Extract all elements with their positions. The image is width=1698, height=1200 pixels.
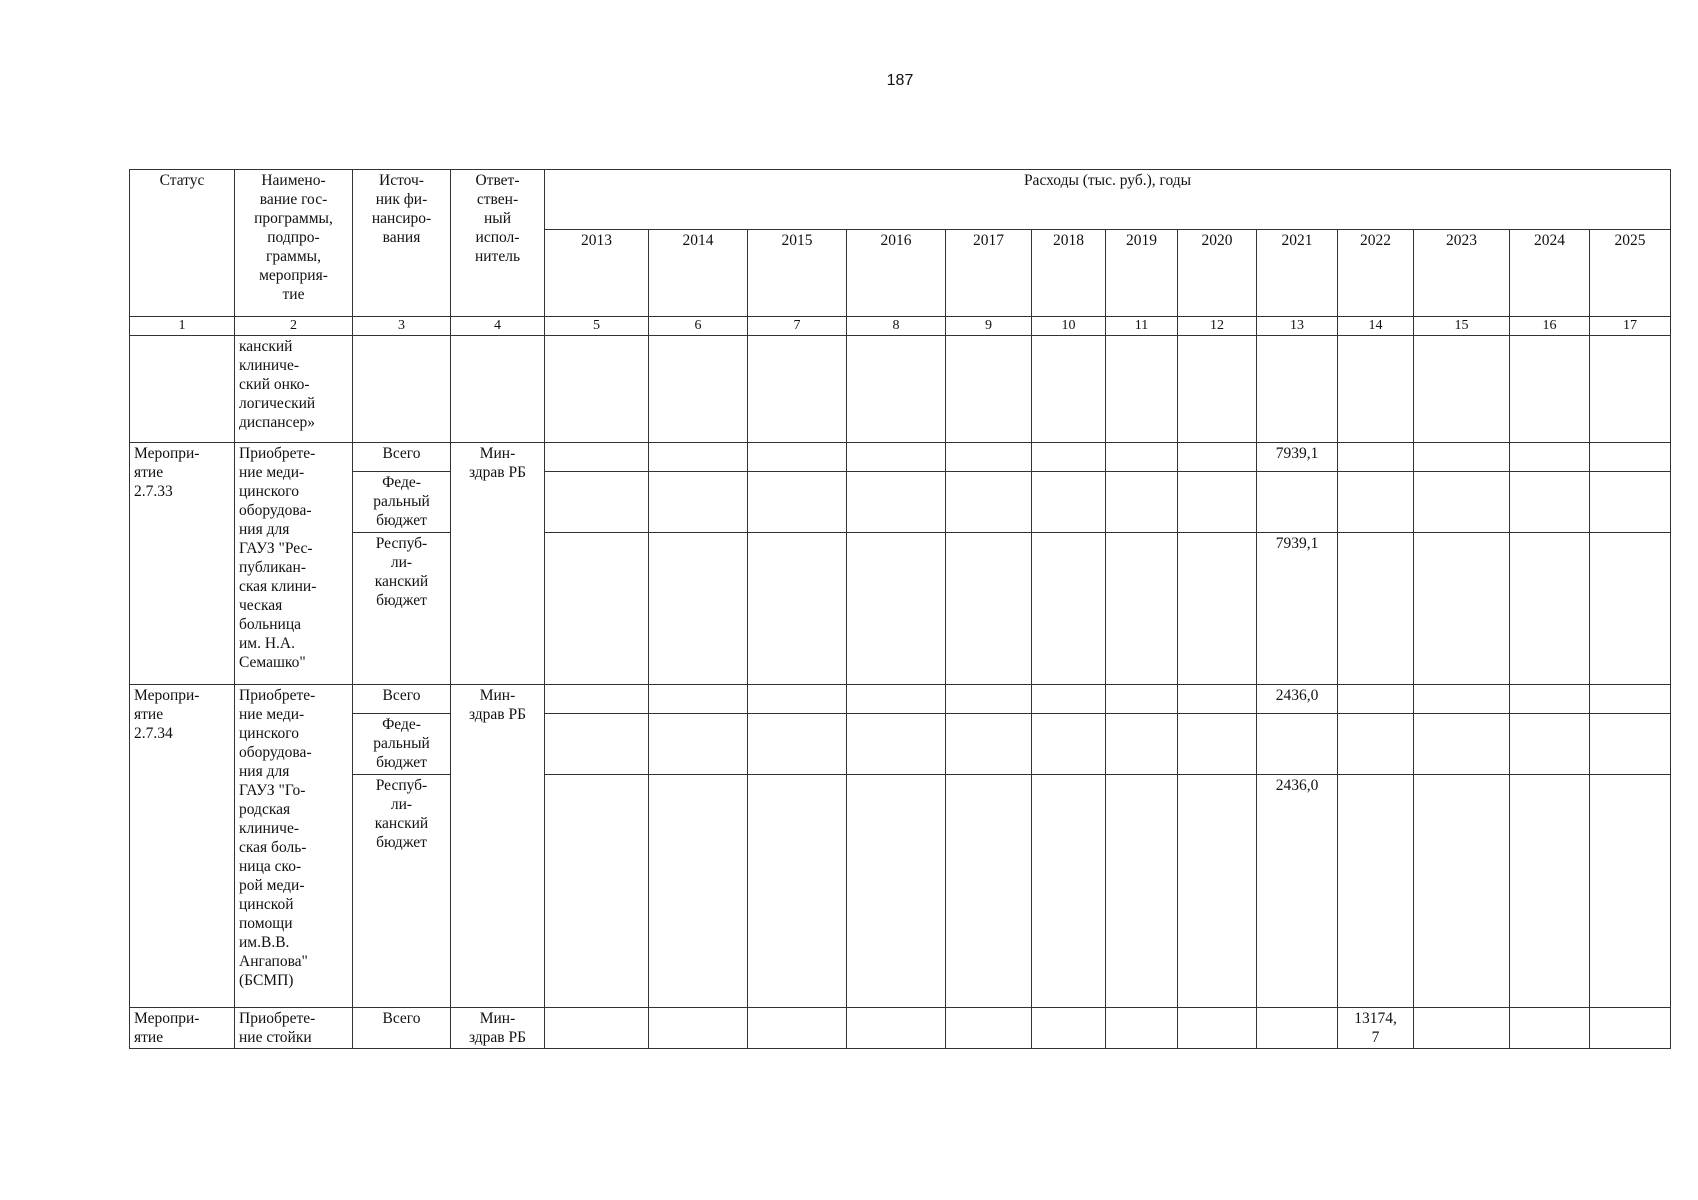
cell-value-2023 [1414, 685, 1510, 714]
cell-value-2021 [1257, 714, 1338, 775]
cell-source: Всего [353, 1008, 451, 1049]
header-name: Наимено- вание гос- программы, подпро- граммы, мероприя- тие [235, 170, 353, 317]
cell-executor [451, 336, 545, 443]
cell-value-2016 [847, 443, 946, 472]
cell-value-2017 [946, 443, 1032, 472]
column-number: 10 [1032, 317, 1106, 336]
cell-value-2014 [649, 533, 748, 685]
cell-value-2014 [649, 714, 748, 775]
cell-value-2022 [1338, 685, 1414, 714]
table-row [130, 472, 1671, 533]
cell-status [130, 336, 235, 443]
cell-value-2024 [1510, 775, 1590, 1008]
cell-value-2017 [946, 685, 1032, 714]
cell-value-2018 [1032, 472, 1106, 533]
column-number: 8 [847, 317, 946, 336]
cell-value-2017 [946, 714, 1032, 775]
column-number: 16 [1510, 317, 1590, 336]
cell-value-2022 [1338, 472, 1414, 533]
cell-value-2023 [1414, 1008, 1510, 1049]
cell-value-2014 [649, 443, 748, 472]
cell-value-2017 [946, 1008, 1032, 1049]
cell-value-2022 [1338, 775, 1414, 1008]
cell-value-2022 [1338, 533, 1414, 685]
table-row [130, 1008, 1671, 1049]
column-number: 15 [1414, 317, 1510, 336]
cell-value-2015 [748, 714, 847, 775]
cell-value-2025 [1590, 775, 1671, 1008]
cell-value-2016 [847, 533, 946, 685]
cell-value-2024 [1510, 1008, 1590, 1049]
cell-source: Респуб- ли- канский бюджет [353, 533, 451, 685]
cell-value-2016 [847, 775, 946, 1008]
cell-value-2016 [847, 1008, 946, 1049]
cell-value-2024 [1510, 472, 1590, 533]
cell-value-2019 [1106, 685, 1178, 714]
cell-value-2015 [748, 775, 847, 1008]
column-number: 5 [545, 317, 649, 336]
cell-value-2020 [1178, 775, 1257, 1008]
cell-value-2016 [847, 714, 946, 775]
cell-value-2014 [649, 775, 748, 1008]
header-year-2020: 2020 [1178, 230, 1257, 317]
cell-status: Меропри- ятие 2.7.33 [130, 443, 235, 685]
header-year-2023: 2023 [1414, 230, 1510, 317]
cell-source: Всего [353, 443, 451, 472]
cell-value-2017 [946, 533, 1032, 685]
cell-value-2023 [1414, 472, 1510, 533]
cell-source: Феде- ральный бюджет [353, 714, 451, 775]
page-number: 187 [886, 72, 914, 89]
cell-name: канский клиниче- ский онко- логический диспансер» [235, 336, 353, 443]
cell-executor: Мин- здрав РБ [451, 1008, 545, 1049]
cell-value-2021 [1257, 472, 1338, 533]
cell-source: Феде- ральный бюджет [353, 472, 451, 533]
cell-value-2025 [1590, 714, 1671, 775]
column-number: 1 [130, 317, 235, 336]
column-number: 7 [748, 317, 847, 336]
column-number: 13 [1257, 317, 1338, 336]
cell-value-2013 [545, 533, 649, 685]
cell-value-2020 [1178, 685, 1257, 714]
cell-value-2015 [748, 443, 847, 472]
cell-value-2015 [748, 533, 847, 685]
cell-value-2013 [545, 775, 649, 1008]
cell-value-2025 [1590, 533, 1671, 685]
header-year-2024: 2024 [1510, 230, 1590, 317]
continuation-row [130, 336, 1671, 443]
cell-value-2020 [1178, 1008, 1257, 1049]
cell-value-2021: 7939,1 [1257, 443, 1338, 472]
cell-name: Приобрете- ние меди- цинского оборудова- ния для ГАУЗ "Го- родская клиниче- ская боль- ница ско- рой меди- цинской помощи им.В.В. Ангапова" (БСМП) [235, 685, 353, 1008]
cell-value-2020 [1178, 714, 1257, 775]
header-year-2013: 2013 [545, 230, 649, 317]
cell-value-2025 [1590, 443, 1671, 472]
budget-table [129, 169, 1671, 1049]
header-executor: Ответ- ствен- ный испол- нитель [451, 170, 545, 317]
cell-value-2017 [946, 472, 1032, 533]
header-year-2014: 2014 [649, 230, 748, 317]
cell-name: Приобрете- ние стойки [235, 1008, 353, 1049]
cell-source: Респуб- ли- канский бюджет [353, 775, 451, 1008]
cell-value-2013 [545, 1008, 649, 1049]
cell-value-2013 [545, 685, 649, 714]
cell-value-2013 [545, 714, 649, 775]
cell-value-2018 [1032, 533, 1106, 685]
cell-executor: Мин- здрав РБ [451, 685, 545, 1008]
cell-source [353, 336, 451, 443]
cell-value-2013 [545, 443, 649, 472]
table-row [130, 533, 1671, 685]
cell-value-2014 [649, 685, 748, 714]
column-number: 14 [1338, 317, 1414, 336]
cell-value-2023 [1414, 775, 1510, 1008]
header-year-2021: 2021 [1257, 230, 1338, 317]
column-number: 6 [649, 317, 748, 336]
header-year-2022: 2022 [1338, 230, 1414, 317]
cell-value-2016 [847, 685, 946, 714]
cell-value-2014 [649, 472, 748, 533]
cell-value-2023 [1414, 533, 1510, 685]
cell-value-2019 [1106, 775, 1178, 1008]
cell-executor: Мин- здрав РБ [451, 443, 545, 685]
column-number: 2 [235, 317, 353, 336]
cell-value-2019 [1106, 714, 1178, 775]
header-status: Статус [130, 170, 235, 317]
column-number: 12 [1178, 317, 1257, 336]
cell-name: Приобрете- ние меди- цинского оборудова- ния для ГАУЗ "Рес- публикан- ская клини- ческая больница им. Н.А. Семашко" [235, 443, 353, 685]
cell-value-2020 [1178, 472, 1257, 533]
cell-value-2018 [1032, 714, 1106, 775]
cell-value-2015 [748, 685, 847, 714]
header-year-2018: 2018 [1032, 230, 1106, 317]
table-row [130, 714, 1671, 775]
table-row [130, 443, 1671, 472]
header-year-2025: 2025 [1590, 230, 1671, 317]
cell-value-2019 [1106, 443, 1178, 472]
cell-value-2019 [1106, 533, 1178, 685]
cell-value-2021: 2436,0 [1257, 685, 1338, 714]
cell-value-2023 [1414, 714, 1510, 775]
column-number: 11 [1106, 317, 1178, 336]
cell-value-2021 [1257, 1008, 1338, 1049]
header-year-2015: 2015 [748, 230, 847, 317]
cell-value-2017 [946, 775, 1032, 1008]
cell-value-2016 [847, 472, 946, 533]
cell-value-2025 [1590, 685, 1671, 714]
header-year-2016: 2016 [847, 230, 946, 317]
header-source: Источ- ник фи- нансиро- вания [353, 170, 451, 317]
cell-status: Меропри- ятие 2.7.34 [130, 685, 235, 1008]
column-number: 17 [1590, 317, 1671, 336]
cell-value-2019 [1106, 472, 1178, 533]
cell-value-2024 [1510, 685, 1590, 714]
cell-value-2020 [1178, 533, 1257, 685]
cell-value-2022: 13174, 7 [1338, 1008, 1414, 1049]
cell-value-2024 [1510, 714, 1590, 775]
cell-value-2022 [1338, 443, 1414, 472]
table-row [130, 775, 1671, 1008]
cell-value-2021: 2436,0 [1257, 775, 1338, 1008]
header-year-2017: 2017 [946, 230, 1032, 317]
column-number: 3 [353, 317, 451, 336]
cell-value-2024 [1510, 533, 1590, 685]
cell-value-2021: 7939,1 [1257, 533, 1338, 685]
header-expenses: Расходы (тыс. руб.), годы [545, 170, 1671, 230]
cell-value-2013 [545, 472, 649, 533]
cell-value-2018 [1032, 685, 1106, 714]
cell-value-2023 [1414, 443, 1510, 472]
cell-value-2024 [1510, 443, 1590, 472]
cell-status: Меропри- ятие [130, 1008, 235, 1049]
cell-value-2020 [1178, 443, 1257, 472]
cell-value-2015 [748, 1008, 847, 1049]
cell-value-2018 [1032, 1008, 1106, 1049]
cell-value-2015 [748, 472, 847, 533]
cell-value-2025 [1590, 472, 1671, 533]
cell-value-2014 [649, 1008, 748, 1049]
column-number: 4 [451, 317, 545, 336]
cell-value-2022 [1338, 714, 1414, 775]
cell-value-2025 [1590, 1008, 1671, 1049]
column-number: 9 [946, 317, 1032, 336]
table-row [130, 685, 1671, 714]
cell-value-2019 [1106, 1008, 1178, 1049]
cell-value-2018 [1032, 443, 1106, 472]
cell-source: Всего [353, 685, 451, 714]
cell-value-2018 [1032, 775, 1106, 1008]
header-year-2019: 2019 [1106, 230, 1178, 317]
